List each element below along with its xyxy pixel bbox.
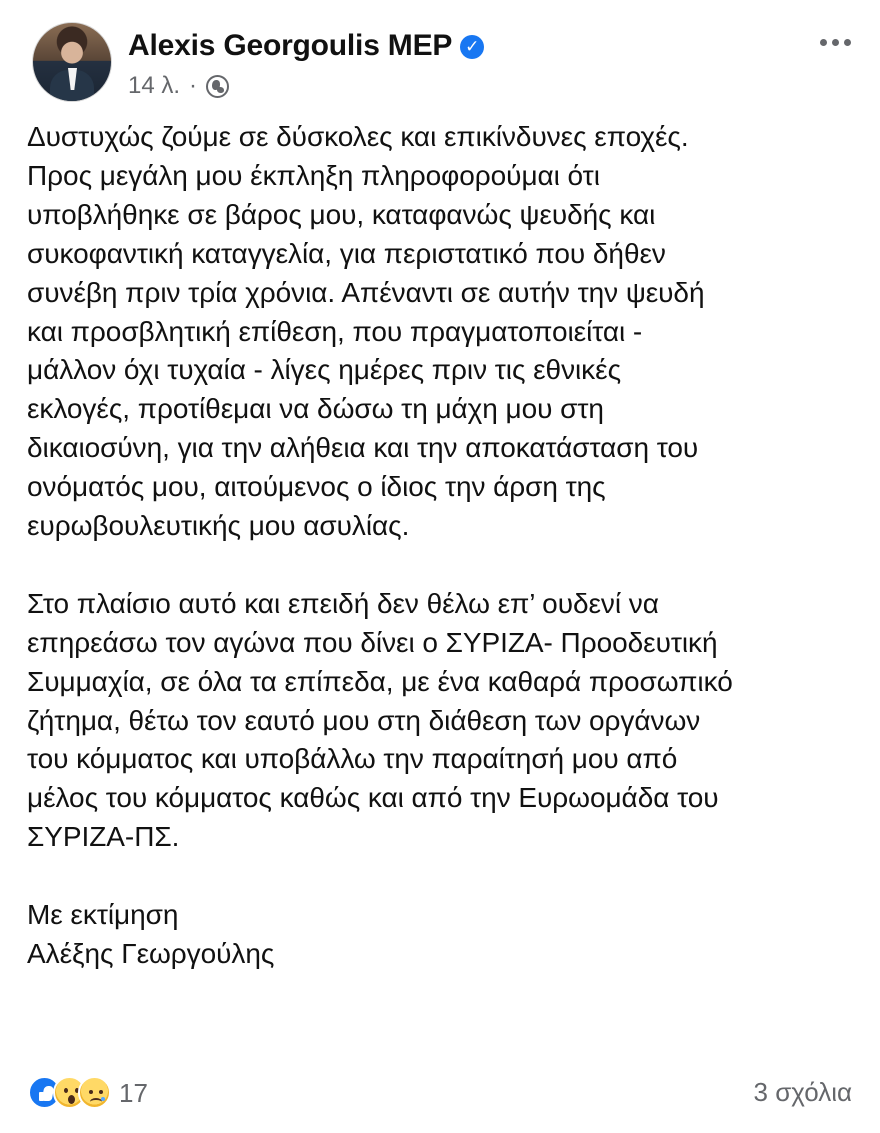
message-line: ζήτημα, θέτω τον εαυτό μου στη διάθεση των οργάνων xyxy=(27,704,701,736)
more-options-icon xyxy=(844,39,851,46)
more-options-button[interactable] xyxy=(814,30,856,54)
message-line: συνέβη πριν τρία χρόνια. Απέναντι σε αυτήν την ψευδή xyxy=(27,276,705,308)
post-meta xyxy=(128,72,229,100)
post-footer xyxy=(28,1076,852,1116)
message-paragraph-2 xyxy=(27,585,855,857)
globe-icon xyxy=(206,75,229,98)
post-message xyxy=(27,118,855,974)
comments-count-link[interactable]: 3 σχόλια xyxy=(753,1077,852,1107)
signature-line: Αλέξης Γεωργούλης xyxy=(27,938,275,969)
message-line: ευρωβουλευτικής μου ασυλίας. xyxy=(27,510,410,542)
reactions-summary[interactable] xyxy=(28,1076,148,1109)
sad-icon xyxy=(78,1076,111,1109)
message-line: του κόμματος και υποβάλλω την παραίτησή μου από xyxy=(27,743,678,775)
meta-separator: · xyxy=(189,72,198,99)
message-line: υποβλήθηκε σε βάρος μου, καταφανώς ψευδής και xyxy=(27,198,656,230)
message-line: δικαιοσύνη, για την αλήθεια και την αποκατάσταση του xyxy=(27,432,699,464)
author-avatar[interactable] xyxy=(32,22,112,102)
message-line: εκλογές, προτίθεμαι να δώσω τη μάχη μου στη xyxy=(27,393,604,425)
message-paragraph-1 xyxy=(27,118,855,546)
message-line: μέλος του κόμματος καθώς και από την Ευρωομάδα του xyxy=(27,782,719,814)
reaction-count: 17 xyxy=(119,1077,148,1108)
post-time[interactable]: 14 λ. xyxy=(128,72,181,99)
author-name-row xyxy=(128,28,484,64)
message-line: ονόματός μου, αιτούμενος ο ίδιος την άρση της xyxy=(27,471,606,503)
signature-line: Με εκτίμηση xyxy=(27,899,179,931)
message-line: Συμμαχία, σε όλα τα επίπεδα, με ένα καθαρά προσωπικό xyxy=(27,665,733,697)
verified-badge-icon: ✓ xyxy=(460,35,484,59)
more-options-icon xyxy=(820,39,827,46)
message-line: Προς μεγάλη μου έκπληξη πληροφορούμαι ότι xyxy=(27,159,600,191)
message-signature xyxy=(27,896,855,974)
message-line: επηρεάσω τον αγώνα που δίνει ο ΣΥΡΙΖΑ- Προοδευτική xyxy=(27,626,718,658)
author-name[interactable]: Alexis Georgoulis MEP xyxy=(128,29,453,62)
more-options-icon xyxy=(832,39,839,46)
message-line: Δυστυχώς ζούμε σε δύσκολες και επικίνδυνες εποχές. xyxy=(27,121,689,152)
message-line: μάλλον όχι τυχαία - λίγες ημέρες πριν τις εθνικές xyxy=(27,354,622,386)
message-line: ΣΥΡΙΖΑ-ΠΣ. xyxy=(27,821,180,853)
message-line: και προσβλητική επίθεση, που πραγματοποιείται - xyxy=(27,315,643,347)
post-header xyxy=(24,22,856,106)
message-line: συκοφαντική καταγγελία, για περιστατικό που δήθεν xyxy=(27,237,666,269)
message-line: Στο πλαίσιο αυτό και επειδή δεν θέλω επ’ ουδενί να xyxy=(27,587,659,619)
